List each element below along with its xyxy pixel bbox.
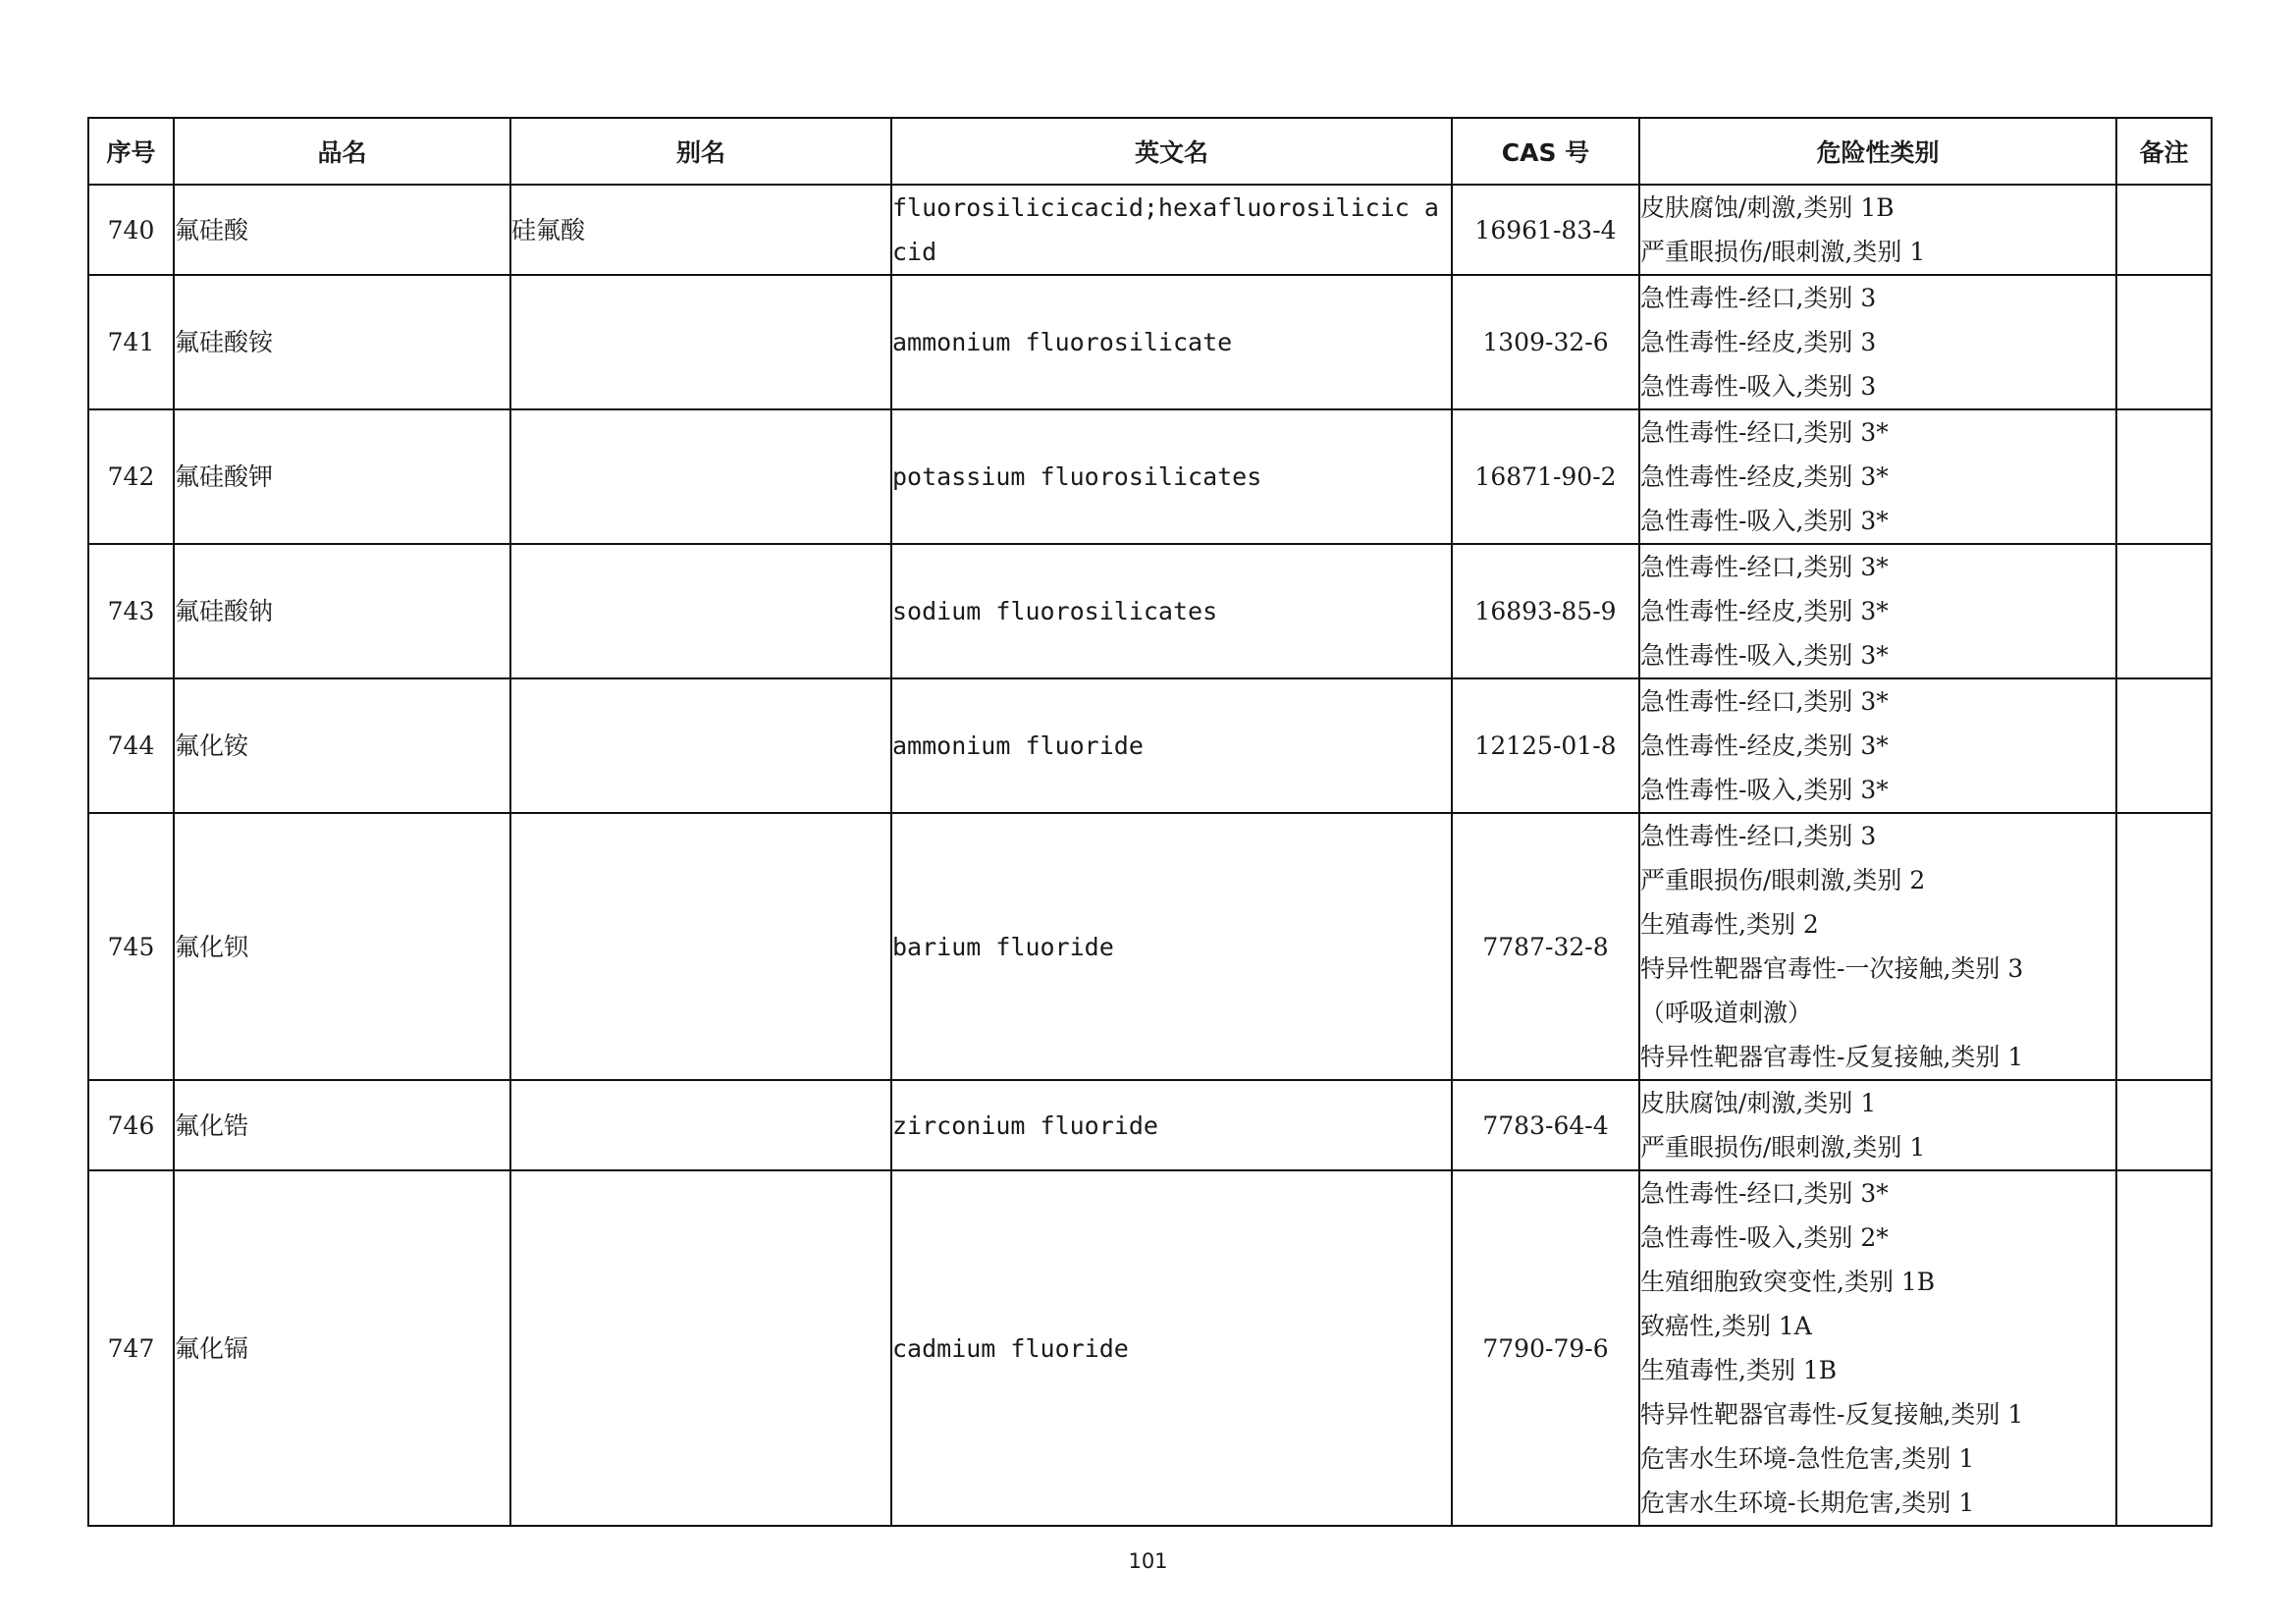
alias-cell	[510, 813, 891, 1080]
remarks-cell	[2116, 678, 2212, 813]
english-name-cell: barium fluoride	[891, 813, 1452, 1080]
hazard-line: 急性毒性-吸入,类别 3*	[1640, 507, 1889, 535]
table-row	[88, 409, 2212, 544]
hazard-line: 急性毒性-经皮,类别 3*	[1640, 731, 1889, 760]
alias-cell	[510, 544, 891, 678]
product-name-cell: 氟硅酸钠	[174, 544, 510, 678]
alias-cell: 硅氟酸	[510, 185, 891, 275]
hazard-category-cell	[1639, 544, 2116, 678]
hazard-line: 皮肤腐蚀/刺激,类别 1B	[1640, 193, 1895, 222]
hazard-line: 急性毒性-吸入,类别 3	[1640, 372, 1877, 401]
product-name-cell: 氟硅酸	[174, 185, 510, 275]
serial-no-cell: 742	[88, 409, 174, 544]
english-name-cell: fluorosilicicacid;hexafluorosilicic acid	[891, 185, 1452, 275]
hazard-line: 特异性靶器官毒性-一次接触,类别 3	[1640, 954, 2024, 983]
english-name-cell: potassium fluorosilicates	[891, 409, 1452, 544]
alias-cell	[510, 409, 891, 544]
header-product-name: 品名	[174, 118, 510, 185]
hazard-line: 皮肤腐蚀/刺激,类别 1	[1640, 1089, 1877, 1117]
hazard-line: 急性毒性-经口,类别 3*	[1640, 418, 1889, 447]
cas-number-cell: 12125-01-8	[1452, 678, 1639, 813]
product-name-cell: 氟化镉	[174, 1170, 510, 1526]
hazard-category-cell	[1639, 275, 2116, 409]
serial-no-cell: 741	[88, 275, 174, 409]
header-cas-number: CAS 号	[1452, 118, 1639, 185]
hazard-line: 急性毒性-经口,类别 3	[1640, 284, 1877, 312]
hazard-category-cell	[1639, 185, 2116, 275]
hazard-line: 急性毒性-经口,类别 3*	[1640, 1179, 1889, 1208]
cas-number-cell: 7787-32-8	[1452, 813, 1639, 1080]
hazard-line: 急性毒性-经口,类别 3	[1640, 822, 1877, 850]
hazard-line: 严重眼损伤/眼刺激,类别 1	[1640, 238, 1926, 266]
cas-number-cell: 16961-83-4	[1452, 185, 1639, 275]
product-name-cell: 氟化铵	[174, 678, 510, 813]
header-hazard-category: 危险性类别	[1639, 118, 2116, 185]
remarks-cell	[2116, 813, 2212, 1080]
serial-no-cell: 744	[88, 678, 174, 813]
hazard-line: （呼吸道刺激）	[1640, 999, 1813, 1027]
english-name-cell: sodium fluorosilicates	[891, 544, 1452, 678]
hazard-category-cell	[1639, 813, 2116, 1080]
cas-number-cell: 16893-85-9	[1452, 544, 1639, 678]
english-name-cell: cadmium fluoride	[891, 1170, 1452, 1526]
hazard-line: 生殖细胞致突变性,类别 1B	[1640, 1268, 1936, 1296]
product-name-cell: 氟化锆	[174, 1080, 510, 1170]
table-row	[88, 1080, 2212, 1170]
hazard-category-cell	[1639, 1080, 2116, 1170]
cas-number-cell: 7790-79-6	[1452, 1170, 1639, 1526]
serial-no-cell: 743	[88, 544, 174, 678]
hazard-line: 急性毒性-吸入,类别 3*	[1640, 776, 1889, 804]
serial-no-cell: 745	[88, 813, 174, 1080]
english-name-cell: ammonium fluoride	[891, 678, 1452, 813]
alias-cell	[510, 678, 891, 813]
cas-number-cell: 16871-90-2	[1452, 409, 1639, 544]
alias-cell	[510, 275, 891, 409]
english-name-cell: zirconium fluoride	[891, 1080, 1452, 1170]
remarks-cell	[2116, 544, 2212, 678]
table-row	[88, 1170, 2212, 1526]
hazard-line: 生殖毒性,类别 1B	[1640, 1356, 1838, 1384]
header-english-name: 英文名	[891, 118, 1452, 185]
product-name-cell: 氟硅酸钾	[174, 409, 510, 544]
table-row	[88, 275, 2212, 409]
hazard-line: 急性毒性-经皮,类别 3	[1640, 328, 1877, 356]
hazard-line: 致癌性,类别 1A	[1640, 1312, 1812, 1340]
hazard-line: 特异性靶器官毒性-反复接触,类别 1	[1640, 1043, 2024, 1071]
header-row	[88, 118, 2212, 185]
table-header	[88, 118, 2212, 185]
cas-number-cell: 1309-32-6	[1452, 275, 1639, 409]
remarks-cell	[2116, 1170, 2212, 1526]
alias-cell	[510, 1080, 891, 1170]
serial-no-cell: 740	[88, 185, 174, 275]
hazard-line: 生殖毒性,类别 2	[1640, 910, 1819, 939]
hazard-category-cell	[1639, 409, 2116, 544]
table-row	[88, 813, 2212, 1080]
hazard-line: 急性毒性-经口,类别 3*	[1640, 687, 1889, 716]
hazard-category-cell	[1639, 678, 2116, 813]
hazard-line: 特异性靶器官毒性-反复接触,类别 1	[1640, 1400, 2024, 1429]
table-body	[88, 185, 2212, 1526]
hazard-line: 急性毒性-经口,类别 3*	[1640, 553, 1889, 581]
page-number: 101	[1128, 1549, 1168, 1573]
remarks-cell	[2116, 275, 2212, 409]
header-alias: 别名	[510, 118, 891, 185]
product-name-cell: 氟硅酸铵	[174, 275, 510, 409]
product-name-cell: 氟化钡	[174, 813, 510, 1080]
header-remarks: 备注	[2116, 118, 2212, 185]
remarks-cell	[2116, 185, 2212, 275]
hazard-line: 危害水生环境-急性危害,类别 1	[1640, 1444, 1975, 1473]
serial-no-cell: 747	[88, 1170, 174, 1526]
remarks-cell	[2116, 1080, 2212, 1170]
alias-cell	[510, 1170, 891, 1526]
hazard-category-cell	[1639, 1170, 2116, 1526]
table-row	[88, 678, 2212, 813]
cas-number-cell: 7783-64-4	[1452, 1080, 1639, 1170]
hazard-chemicals-table	[87, 117, 2213, 1527]
table-row	[88, 185, 2212, 275]
hazard-line: 严重眼损伤/眼刺激,类别 2	[1640, 866, 1926, 894]
english-name-cell: ammonium fluorosilicate	[891, 275, 1452, 409]
hazard-line: 急性毒性-经皮,类别 3*	[1640, 597, 1889, 625]
hazard-line: 严重眼损伤/眼刺激,类别 1	[1640, 1133, 1926, 1162]
hazard-line: 急性毒性-吸入,类别 2*	[1640, 1223, 1889, 1252]
header-serial-no: 序号	[88, 118, 174, 185]
remarks-cell	[2116, 409, 2212, 544]
table-row	[88, 544, 2212, 678]
hazard-line: 急性毒性-经皮,类别 3*	[1640, 462, 1889, 491]
serial-no-cell: 746	[88, 1080, 174, 1170]
hazard-line: 危害水生环境-长期危害,类别 1	[1640, 1489, 1975, 1517]
hazard-line: 急性毒性-吸入,类别 3*	[1640, 641, 1889, 670]
